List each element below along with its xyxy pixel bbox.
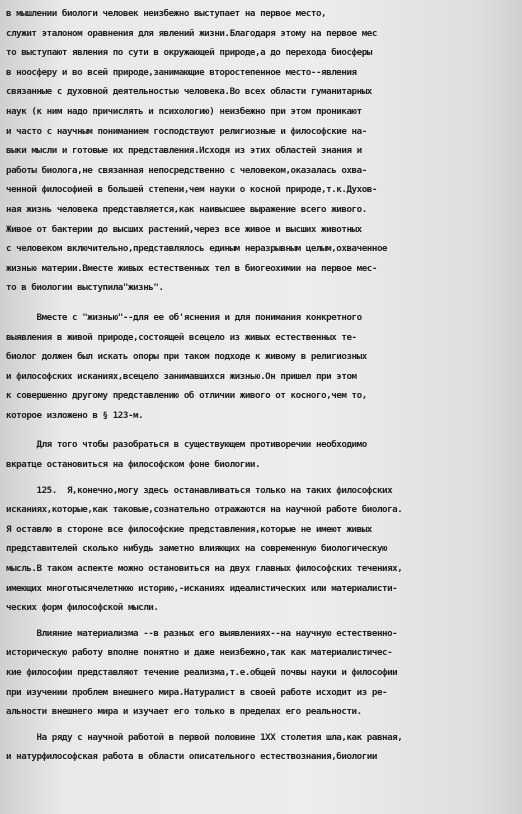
text-line: исканиях,которые,как таковые,сознательно отражаются на научной работе биолога. <box>6 504 403 516</box>
text-line: Вместе с "жизнью"--для ее об'яснения и для понимания конкретного <box>6 311 362 323</box>
text-line: которое изложено в § 123-м. <box>6 409 144 421</box>
text-line: мысль.В таком аспекте можно остановиться на двух главных философских течениях, <box>6 563 403 575</box>
text-line: выявления в живой природе,состоящей всецело из живых естественных те- <box>6 331 357 343</box>
text-line: Для того чтобы разобраться в существующем противоречии необходимо <box>6 439 367 451</box>
paragraph <box>6 481 516 618</box>
text-line: биолог должен был искать опоры при таком подходе к живому в религиозных <box>6 351 367 363</box>
text-line: имеющих многотысячелетнюю историю,-исканиях идеалистических или материалисти- <box>6 582 398 594</box>
text-line: то выступают явления по сути в окружающей природе,а до перехода биосферы <box>6 47 372 59</box>
paragraph-gap <box>6 298 516 308</box>
paragraph <box>6 308 516 426</box>
text-line: к совершенно другому представлению об отличии живого от косного,чем то, <box>6 390 367 402</box>
text-line: при изучении проблем внешнего мира.Натуралист в своей работе исходит из ре- <box>6 686 388 698</box>
text-line: ческих форм философской мысли. <box>6 602 159 614</box>
text-line: альности внешнего мира и изучает его только в пределах его реальности. <box>6 706 362 718</box>
text-line: ная жизнь человека представляется,как наивысшее выражение всего живого. <box>6 203 367 215</box>
text-line: работы биолога,не связанная непосредственно с человеком,оказалась охва- <box>6 164 367 176</box>
text-line: и часто с научным пониманием господствуют религиозные и философские на- <box>6 125 367 137</box>
text-line: жизнью материи.Вместе живых естественных тел в биогеохимии на первое мес- <box>6 262 377 274</box>
paragraph <box>6 624 516 722</box>
paragraph-gap <box>6 425 516 435</box>
text-line: с человеком включительно,представлялось единым неразрывным целым,охваченное <box>6 243 388 255</box>
text-line: вкратце остановиться на философском фоне биологии. <box>6 459 261 471</box>
text-line: 125. Я,конечно,могу здесь останавливаться только на таких философских <box>6 484 393 496</box>
text-line: Влияние материализма --в разных его выявлениях--на научную естественно- <box>6 627 398 639</box>
paragraph <box>6 728 516 767</box>
text-line: в мышлении биологи человек неизбежно выступает на первое место, <box>6 8 327 19</box>
text-line: и философских исканиях,всецело занимавшихся жизнью.Он пришел при этом <box>6 370 357 382</box>
paragraph <box>6 435 516 474</box>
text-line: кие философии представляют течение реализма,т.е.общей почвы науки и философии <box>6 667 398 678</box>
text-line: Я оставлю в стороне все философские представления,которые не имеют живых <box>6 523 372 535</box>
text-line: Живое от бактерии до высших растений,через все живое и высших животных <box>6 223 362 235</box>
text-line: наук (к ним надо причислять и психологию) неизбежно при этом проникают <box>6 105 362 117</box>
text-line: ченной философией в большей степени,чем науки о косной природе,т.к.Духов- <box>6 184 377 196</box>
text-line: и натурфилософская работа в области описательного естествознания,биологии <box>6 751 377 763</box>
paragraph <box>6 4 516 298</box>
text-line: выки мысли и готовые их представления.Исходя из этих областей знания и <box>6 145 362 157</box>
text-line: На ряду с научной работой в первой половине 1XX столетия шла,как равная, <box>6 731 403 743</box>
text-line: историческую работу вполне понятно и даже неизбежно,так как материалистичес- <box>6 647 393 659</box>
text-line: то в биологии выступила"жизнь". <box>6 282 164 294</box>
text-line: в ноосферу и во всей природе,занимающие второстепенное место--явления <box>6 66 357 78</box>
text-line: связанные с духовной деятельностью человека.Во всех области гуманитарных <box>6 86 372 98</box>
text-line: представителей сколько нибудь заметно влияющих на современную биологическую <box>6 543 388 555</box>
text-line: служит эталоном оравнения для явлений жизни.Благодаря этому на первое мес <box>6 27 377 39</box>
